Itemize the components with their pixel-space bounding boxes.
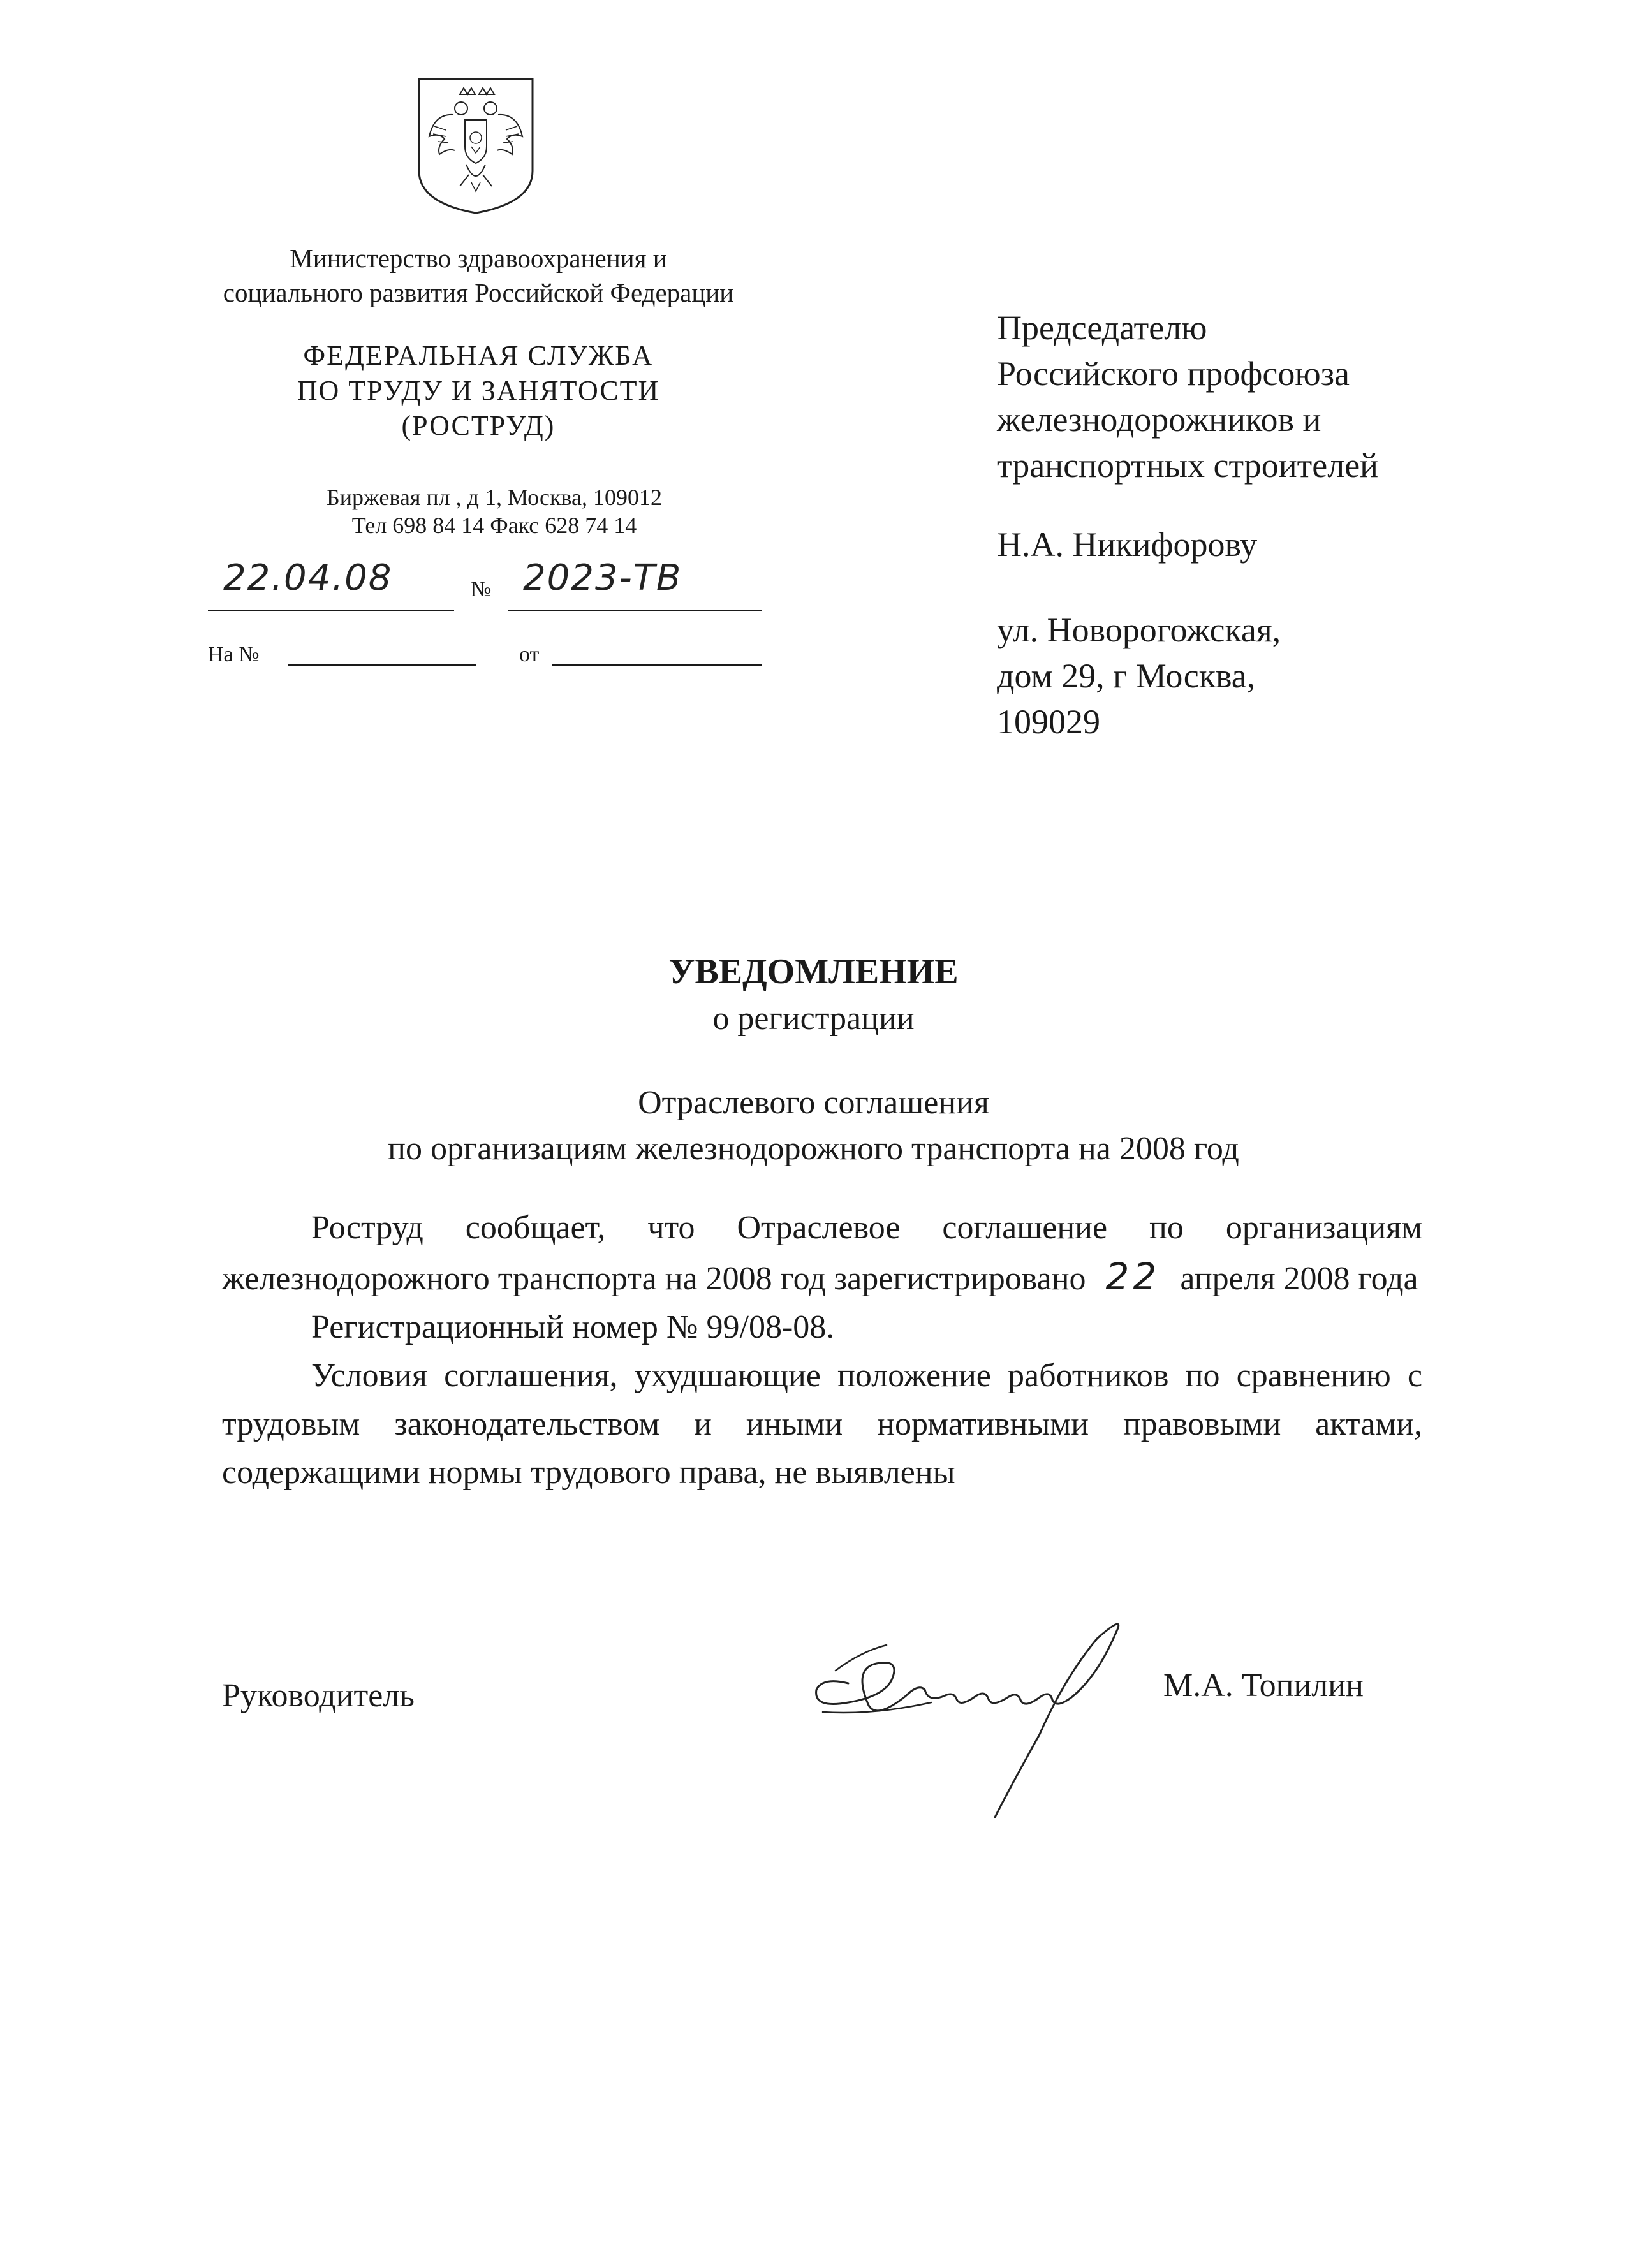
- addressee-line-4: транспортных строителей: [997, 446, 1379, 485]
- outgoing-number-line: [508, 610, 762, 611]
- addressee-line-3: железнодорожников и: [997, 400, 1321, 439]
- signer-name: М.А. Топилин: [1163, 1667, 1364, 1704]
- addressee-address-line-3: 109029: [997, 703, 1100, 741]
- addressee-line-1: Председателю: [997, 309, 1207, 347]
- outgoing-date: 22.04.08: [223, 557, 393, 599]
- agency-address: [268, 483, 721, 539]
- addressee-address-line-2: дом 29, г Москва,: [997, 657, 1256, 695]
- body-paragraph-number: Регистрационный номер № 99/08-08.: [311, 1309, 835, 1345]
- coat-of-arms-emblem: [415, 75, 536, 217]
- registration-text-after: апреля 2008 года: [1180, 1261, 1418, 1297]
- double-headed-eagle-icon: [415, 75, 536, 217]
- registration-text-before: Роструд сообщает, что Отраслевое соглашение по организациям железнодорожного транспорта на 2008 год зарегистрировано: [222, 1210, 1422, 1297]
- agency-line-1: ФЕДЕРАЛЬНАЯ СЛУЖБА: [303, 340, 654, 371]
- registration-day: 22: [1105, 1255, 1161, 1298]
- document-title: УВЕДОМЛЕНИЕ: [668, 952, 959, 991]
- number-sign: №: [471, 578, 492, 601]
- agency-line-2: ПО ТРУДУ И ЗАНЯТОСТИ: [297, 375, 660, 406]
- document-subtitle: о регистрации: [712, 1000, 915, 1037]
- ministry-line-1: Министерство здравоохранения и: [290, 244, 667, 273]
- ministry-name: [153, 241, 804, 310]
- addressee-line-2: Российского профсоюза: [997, 355, 1350, 393]
- letter-body: [222, 1204, 1422, 1497]
- in-reply-date-line: [552, 664, 762, 666]
- outgoing-date-line: [208, 610, 454, 611]
- agreement-title-line-1: Отраслевого соглашения: [638, 1085, 989, 1121]
- signature-icon: [797, 1607, 1256, 1824]
- handwritten-signature: [797, 1607, 1256, 1824]
- agreement-title-line-2: по организациям железнодорожного транспорта на 2008 год: [388, 1130, 1239, 1167]
- signer-position: Руководитель: [222, 1678, 415, 1714]
- in-reply-label: На №: [208, 643, 260, 666]
- body-paragraph-conditions: Условия соглашения, ухудшающие положение работников по сравнению с трудовым законодательством и иными нормативными правовыми актами, содержащими нормы трудового права, не выявлены: [222, 1357, 1422, 1491]
- outgoing-number: 2023-ТВ: [523, 557, 682, 599]
- addressee-name: Н.А. Никифорову: [997, 525, 1258, 564]
- in-reply-number-line: [288, 664, 476, 666]
- body-paragraph-registration: [222, 1204, 1422, 1303]
- agency-address-line-1: Биржевая пл , д 1, Москва, 109012: [327, 485, 662, 510]
- addressee-block: [997, 305, 1571, 488]
- addressee-address-line-1: ул. Новорогожская,: [997, 611, 1281, 649]
- addressee-address: [997, 607, 1571, 745]
- from-label: от: [519, 643, 540, 666]
- agreement-title: [0, 1080, 1627, 1172]
- ministry-line-2: социального развития Российской Федерации: [223, 278, 734, 307]
- agency-contacts-line: Тел 698 84 14 Факс 628 74 14: [351, 513, 637, 538]
- agency-name: [249, 338, 708, 443]
- agency-line-3: (РОСТРУД): [401, 410, 556, 441]
